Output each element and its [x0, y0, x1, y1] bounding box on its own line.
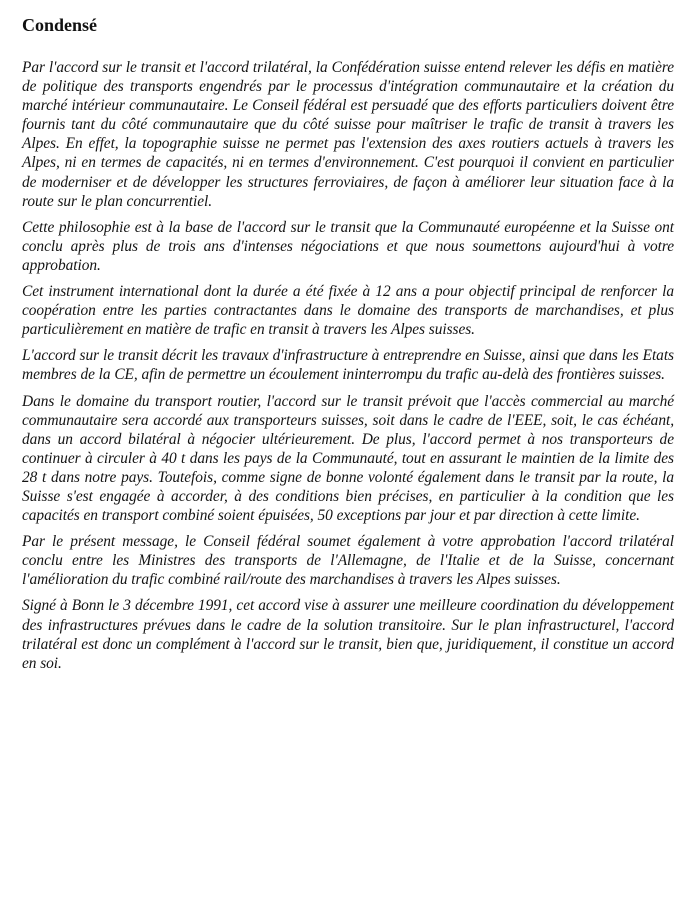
paragraph-philosophy: Cette philosophie est à la base de l'accord sur le transit que la Communauté européenne et la Suisse ont conclu après plus de trois ans d'intenses négociations et que nous soumettons aujourd'hui à votre approbation. [22, 218, 674, 274]
paragraph-bonn: Signé à Bonn le 3 décembre 1991, cet accord vise à assurer une meilleure coordination du développement des infrastructures prévues dans le cadre de la solution transitoire. Sur le plan infrastructurel, l'accord trilatéral est donc un complément à l'accord sur le transit, bien que, juridiquement, il constitue un accord en soi. [22, 597, 674, 672]
paragraph-trilateral: Par le présent message, le Conseil fédéral soumet également à votre approbation l'accord trilatéral conclu entre les Ministres des transports de l'Allemagne, de l'Italie et de la Suisse, concernant l'amélioration du trafic combiné rail/route des marchandises à travers les Alpes suisses. [22, 533, 674, 589]
paragraph-road-transport: Dans le domaine du transport routier, l'accord sur le transit prévoit que l'accès commercial au marché communautaire sera accordé aux transporteurs suisses, soit dans le cadre de l'EEE, soit, le cas échéant, dans un accord bilatéral à négocier ultérieurement. De plus, l'accord permet à nos transporteurs de continuer à circuler à 40 t dans les pays de la Communauté, tout en assurant le maintien de la limite des 28 t dans notre pays. Toutefois, comme signe de bonne volonté également dans le transit par la route, la Suisse s'est engagée à accorder, à des conditions bien précises, en particulier à la condition que les capacités en transport combiné soient épuisées, 50 exceptions par jour et par direction à cette limite. [22, 392, 674, 525]
page-title: Condensé [22, 15, 98, 35]
document-body [22, 58, 674, 680]
paragraph-intro: Par l'accord sur le transit et l'accord trilatéral, la Confédération suisse entend relever les défis en matière de politique des transports engendrés par le processus d'intégration communautaire et la création du marché intérieur communautaire. Le Conseil fédéral est persuadé que des efforts particuliers doivent être fournis tant du côté communautaire que du côté suisse pour maîtriser le trafic de transit à travers les Alpes. En effet, la topographie suisse ne permet pas l'extension des axes routiers actuels à travers les Alpes, ni en termes de capacités, ni en termes d'environnement. C'est pourquoi il convient en particulier de moderniser et de développer les structures ferroviaires, de façon à améliorer leur situation face à la route sur le plan concurrentiel. [22, 59, 674, 210]
paragraph-infrastructure: L'accord sur le transit décrit les travaux d'infrastructure à entreprendre en Suisse, ainsi que dans les Etats membres de la CE, afin de permettre un écoulement ininterrompu du trafic au-delà des frontières suisses. [22, 347, 674, 384]
paragraph-instrument: Cet instrument international dont la durée a été fixée à 12 ans a pour objectif principal de renforcer la coopération entre les parties contractantes dans le domaine des transports de marchandises, et plus particulièrement en matière de trafic en transit à travers les Alpes suisses. [22, 283, 674, 339]
